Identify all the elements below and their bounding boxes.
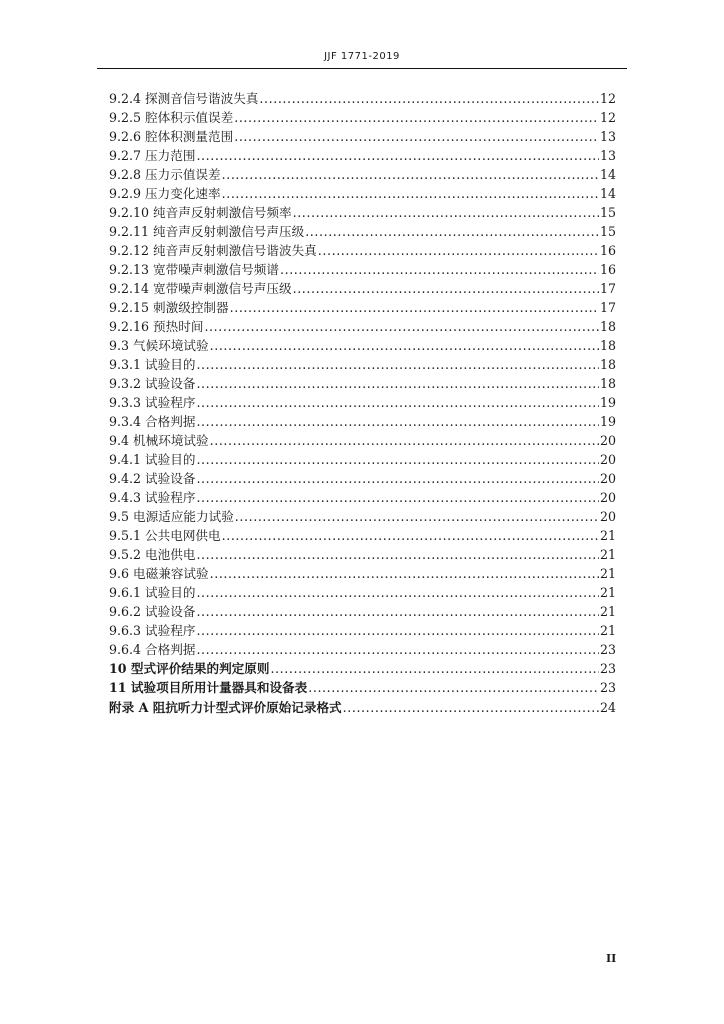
toc-entry-title: 9.2.10 纯音声反射刺激信号频率 bbox=[109, 205, 292, 221]
toc-entry[interactable] bbox=[109, 698, 616, 717]
toc-entry[interactable] bbox=[109, 336, 616, 355]
toc-entry-title: 9.2.16 预热时间 bbox=[109, 319, 204, 335]
toc-entry[interactable] bbox=[109, 279, 616, 298]
toc-entry[interactable] bbox=[109, 241, 616, 260]
toc-entry-page: 17 bbox=[599, 300, 616, 316]
toc-entry[interactable] bbox=[109, 602, 616, 621]
toc-entry-page: 20 bbox=[599, 433, 616, 449]
toc-entry[interactable] bbox=[109, 488, 616, 507]
toc-leader-dots bbox=[196, 355, 599, 374]
toc-entry[interactable] bbox=[109, 89, 616, 108]
toc-entry[interactable] bbox=[109, 431, 616, 450]
toc-entry[interactable] bbox=[109, 412, 616, 431]
toc-leader-dots bbox=[235, 507, 599, 526]
toc-entry[interactable] bbox=[109, 374, 616, 393]
toc-entry-title: 9.6.1 试验目的 bbox=[109, 585, 196, 601]
toc-entry[interactable] bbox=[109, 526, 616, 545]
toc-entry-page: 21 bbox=[599, 547, 616, 563]
toc-entry-title: 9.2.9 压力变化速率 bbox=[109, 186, 221, 202]
toc-entry-page: 18 bbox=[599, 338, 616, 354]
toc-entry[interactable] bbox=[109, 450, 616, 469]
toc-entry-page: 20 bbox=[599, 452, 616, 468]
toc-entry[interactable] bbox=[109, 317, 616, 336]
toc-entry-title: 9.4 机械环境试验 bbox=[109, 433, 209, 449]
toc-leader-dots bbox=[196, 621, 599, 640]
toc-entry-title: 9.4.3 试验程序 bbox=[109, 490, 196, 506]
toc-entry-page: 12 bbox=[599, 91, 616, 106]
toc-leader-dots bbox=[293, 279, 599, 298]
toc-entry-page: 18 bbox=[599, 376, 616, 392]
toc-leader-dots bbox=[210, 336, 599, 355]
toc-entry-page: 18 bbox=[599, 357, 616, 373]
toc-leader-dots bbox=[230, 298, 599, 317]
toc-entry-page: 19 bbox=[599, 395, 616, 411]
toc-leader-dots bbox=[222, 165, 599, 184]
toc-entry-title: 9.6.4 合格判据 bbox=[109, 642, 196, 658]
toc-entry-page: 18 bbox=[599, 319, 616, 335]
toc-entry[interactable] bbox=[109, 127, 616, 146]
toc-entry-page: 19 bbox=[599, 414, 616, 430]
toc-entry[interactable] bbox=[109, 621, 616, 640]
toc-entry[interactable] bbox=[109, 355, 616, 374]
toc-entry-title: 9.2.13 宽带噪声刺激信号频谱 bbox=[109, 262, 279, 278]
toc-entry[interactable] bbox=[109, 260, 616, 279]
toc-entry-title: 9.2.5 腔体积示值误差 bbox=[109, 110, 234, 126]
toc-leader-dots bbox=[196, 412, 599, 431]
toc-entry[interactable] bbox=[109, 165, 616, 184]
toc-leader-dots bbox=[305, 222, 599, 241]
toc-leader-dots bbox=[234, 108, 599, 127]
toc-entry-page: 17 bbox=[599, 281, 616, 297]
toc-leader-dots bbox=[343, 698, 599, 717]
toc-leader-dots bbox=[196, 488, 599, 507]
toc-entry-page: 24 bbox=[599, 699, 616, 715]
toc-entry[interactable] bbox=[109, 659, 616, 678]
toc-entry[interactable] bbox=[109, 203, 616, 222]
toc-leader-dots bbox=[196, 545, 599, 564]
toc-entry-title: 11 试验项目所用计量器具和设备表 bbox=[109, 680, 308, 696]
header-rule bbox=[97, 68, 627, 69]
toc-leader-dots bbox=[196, 469, 599, 488]
toc-entry-page: 20 bbox=[599, 509, 616, 525]
toc-entry-page: 14 bbox=[599, 167, 616, 183]
toc-leader-dots bbox=[259, 89, 599, 108]
toc-leader-dots bbox=[293, 203, 599, 222]
toc-entry-title: 附录 A 阻抗听力计型式评价原始记录格式 bbox=[109, 699, 342, 715]
toc-entry-page: 23 bbox=[599, 642, 616, 658]
toc-entry-page: 23 bbox=[599, 661, 616, 677]
toc-entry[interactable] bbox=[109, 184, 616, 203]
toc-entry-title: 9.3.2 试验设备 bbox=[109, 376, 196, 392]
toc-entry-title: 9.6.2 试验设备 bbox=[109, 604, 196, 620]
toc-entry-page: 16 bbox=[599, 243, 616, 259]
toc-leader-dots bbox=[196, 602, 599, 621]
toc-entry-page: 21 bbox=[599, 528, 616, 544]
toc-entry-title: 9.2.11 纯音声反射刺激信号声压级 bbox=[109, 224, 305, 240]
toc-entry-title: 9.2.8 压力示值误差 bbox=[109, 167, 221, 183]
toc-entry[interactable] bbox=[109, 640, 616, 659]
toc-entry-page: 14 bbox=[599, 186, 616, 202]
toc-entry[interactable] bbox=[109, 393, 616, 412]
toc-entry-title: 9.3.4 合格判据 bbox=[109, 414, 196, 430]
toc-entry[interactable] bbox=[109, 678, 616, 697]
toc-entry-title: 9.3.3 试验程序 bbox=[109, 395, 196, 411]
toc-entry[interactable] bbox=[109, 222, 616, 241]
toc-entry-page: 15 bbox=[599, 224, 616, 240]
toc-entry-title: 9.3.1 试验目的 bbox=[109, 357, 196, 373]
toc-leader-dots bbox=[270, 659, 599, 678]
document-code: JJF 1771-2019 bbox=[324, 51, 400, 62]
toc-entry[interactable] bbox=[109, 545, 616, 564]
toc-entry-title: 9.2.4 探测音信号谐波失真 bbox=[109, 91, 259, 106]
toc-entry-title: 9.3 气候环境试验 bbox=[109, 338, 209, 354]
page-number: II bbox=[606, 952, 617, 965]
toc-leader-dots bbox=[222, 184, 599, 203]
toc-entry-page: 20 bbox=[599, 490, 616, 506]
toc-entry-title: 9.4.1 试验目的 bbox=[109, 452, 196, 468]
toc-leader-dots bbox=[196, 583, 599, 602]
toc-leader-dots bbox=[234, 127, 599, 146]
toc-entry-title: 9.2.15 刺激级控制器 bbox=[109, 300, 229, 316]
toc-leader-dots bbox=[196, 640, 599, 659]
toc-entry-page: 21 bbox=[599, 604, 616, 620]
toc-leader-dots bbox=[204, 317, 599, 336]
toc-entry-title: 10 型式评价结果的判定原则 bbox=[109, 661, 270, 677]
toc-leader-dots bbox=[196, 374, 599, 393]
toc-entry-page: 21 bbox=[599, 623, 616, 639]
toc-entry-page: 15 bbox=[599, 205, 616, 221]
toc-entry-page: 13 bbox=[599, 129, 616, 145]
toc-entry[interactable] bbox=[109, 146, 616, 165]
toc-entry[interactable] bbox=[109, 469, 616, 488]
toc-entry-title: 9.5.2 电池供电 bbox=[109, 547, 196, 563]
toc-entry[interactable] bbox=[109, 298, 616, 317]
toc-entry-page: 16 bbox=[599, 262, 616, 278]
toc-entry-page: 23 bbox=[599, 680, 616, 696]
table-of-contents bbox=[109, 89, 616, 717]
toc-leader-dots bbox=[196, 393, 599, 412]
toc-entry-title: 9.4.2 试验设备 bbox=[109, 471, 196, 487]
toc-entry[interactable] bbox=[109, 564, 616, 583]
toc-leader-dots bbox=[280, 260, 599, 279]
toc-leader-dots bbox=[196, 450, 599, 469]
toc-entry-page: 21 bbox=[599, 585, 616, 601]
toc-entry-title: 9.2.6 腔体积测量范围 bbox=[109, 129, 234, 145]
toc-leader-dots bbox=[210, 431, 599, 450]
toc-leader-dots bbox=[308, 678, 599, 697]
toc-entry-title: 9.5 电源适应能力试验 bbox=[109, 509, 234, 525]
toc-entry-title: 9.2.7 压力范围 bbox=[109, 148, 196, 164]
toc-entry-page: 13 bbox=[599, 148, 616, 164]
toc-entry-title: 9.6 电磁兼容试验 bbox=[109, 566, 209, 582]
toc-entry-title: 9.2.12 纯音声反射刺激信号谐波失真 bbox=[109, 243, 317, 259]
toc-entry[interactable] bbox=[109, 507, 616, 526]
toc-leader-dots bbox=[222, 526, 599, 545]
toc-entry-title: 9.2.14 宽带噪声刺激信号声压级 bbox=[109, 281, 292, 297]
toc-entry-page: 21 bbox=[599, 566, 616, 582]
toc-leader-dots bbox=[318, 241, 599, 260]
toc-entry-title: 9.5.1 公共电网供电 bbox=[109, 528, 221, 544]
toc-entry-title: 9.6.3 试验程序 bbox=[109, 623, 196, 639]
toc-entry[interactable] bbox=[109, 583, 616, 602]
toc-leader-dots bbox=[210, 564, 599, 583]
toc-entry[interactable] bbox=[109, 108, 616, 127]
toc-entry-page: 20 bbox=[599, 471, 616, 487]
toc-leader-dots bbox=[196, 146, 599, 165]
toc-entry-page: 12 bbox=[599, 110, 616, 126]
